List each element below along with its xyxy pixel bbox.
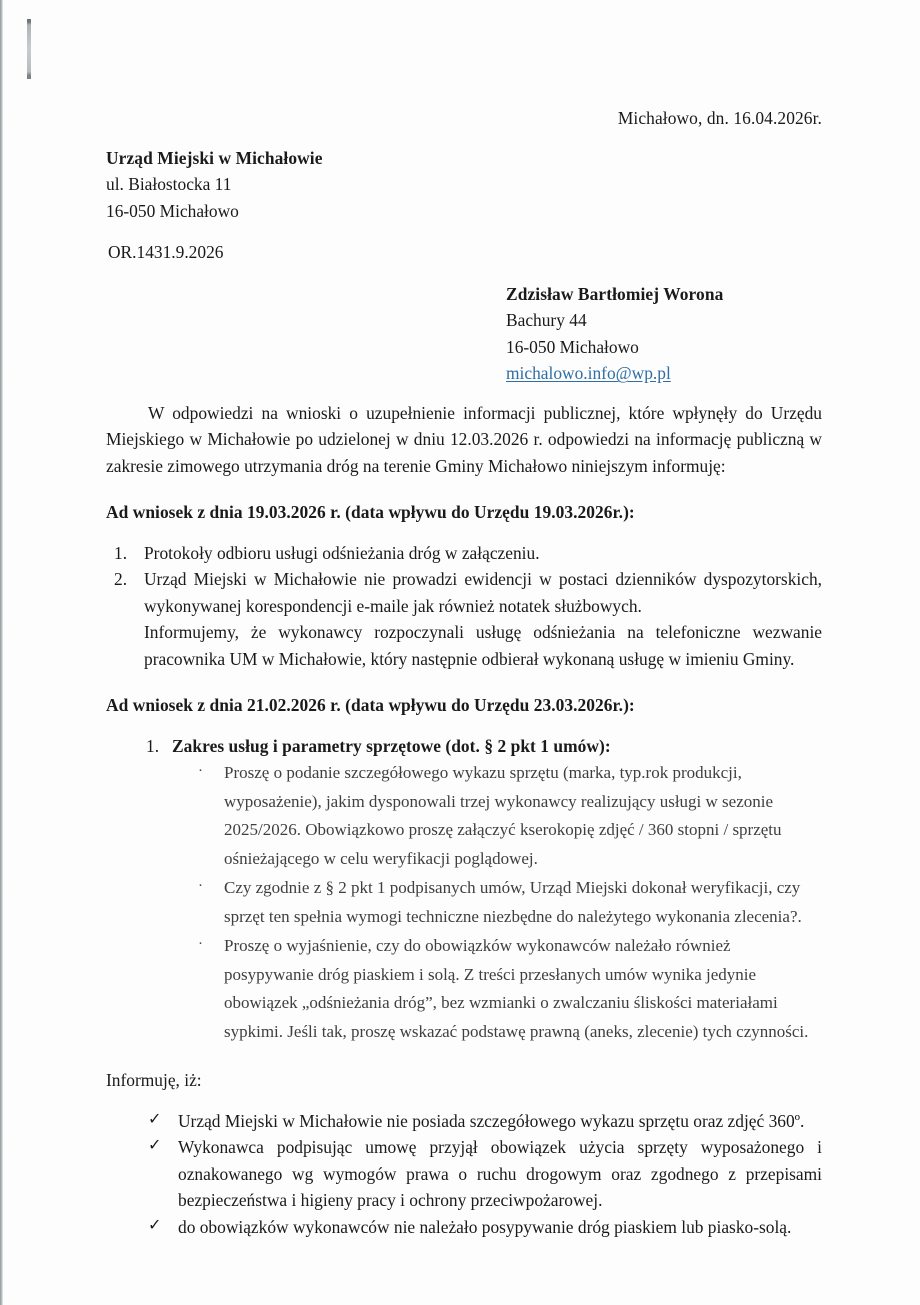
- date-line: Michałowo, dn. 16.04.2026r.: [617, 108, 822, 128]
- checkmark-icon: ✓: [148, 1137, 162, 1155]
- list-item-text: Proszę o podanie szczegółowego wykazu sprzętu (marka, typ.rok produkcji, wyposażenie), jakim dysponowali trzej wykonawcy realizujący usługi w sezonie 2025/2026. Obowiązkowo proszę załączyć kserokopię zdjęć / 360 stopni / sprzętu ośnieżającego w celu weryfikacji poglądowej.: [224, 762, 782, 868]
- recipient-street: Bachury 44: [506, 310, 587, 331]
- list-item: [106, 759, 822, 873]
- intro-paragraph: W odpowiedzi na wnioski o uzupełnienie informacji publicznej, które wpłynęły do Urzędu Miejskiego w Michałowie po udzielonej w dniu 12.03.2026 r. odpowiedzi na informację publiczną w zakresie zimowego utrzymania dróg na terenie Gminy Michałowo niniejszym informuję:: [106, 403, 822, 476]
- list-item: [106, 540, 822, 566]
- document-body: [106, 400, 822, 1240]
- recipient-postal-city: 16-050 Michałowo: [506, 336, 639, 357]
- list-item: [106, 874, 822, 931]
- list-item-text: do obowiązków wykonawców nie należało posypywanie dróg piaskiem lub piasko-solą.: [178, 1216, 792, 1237]
- list-item-number: 1.: [114, 542, 128, 563]
- sub-item-title: Zakres usług i parametry sprzętowe (dot. § 2 pkt 1 umów):: [172, 735, 611, 756]
- sub-item-zakres-uslug: [106, 733, 822, 759]
- bullet-dot-icon: ·: [198, 936, 203, 953]
- list-item: [106, 1108, 822, 1134]
- reference-number: OR.1431.9.2026: [108, 242, 224, 262]
- scan-margin-mark-artifact: [27, 19, 31, 79]
- checkmark-icon: ✓: [148, 1216, 162, 1234]
- list-item: [106, 566, 822, 672]
- list-item-text: Czy zgodnie z § 2 pkt 1 podpisanych umów, Urząd Miejski dokonał weryfikacji, czy sprzęt ten spełnia wymogi techniczne niezbędne do należytego wykonania zlecenia?.: [224, 878, 802, 926]
- checkmark-icon: ✓: [148, 1110, 162, 1128]
- list-item: [106, 1134, 822, 1213]
- recipient-name: Zdzisław Bartłomiej Worona: [506, 284, 724, 304]
- list-item-text: Protokoły odbioru usługi odśnieżania dróg w załączeniu.: [144, 542, 540, 563]
- list-item-text: Urząd Miejski w Michałowie nie prowadzi ewidencji w postaci dzienników dyspozytorskich, wykonywanej korespondencji e-maile jak również notatek służbowych.: [144, 569, 822, 616]
- heading-ad-wniosek-2: Ad wniosek z dnia 21.02.2026 r. (data wpływu do Urzędu 23.03.2026r.):: [106, 695, 635, 716]
- bullet-dot-icon: ·: [198, 762, 203, 779]
- recipient-email-link[interactable]: michalowo.info@wp.pl: [506, 363, 671, 384]
- closing-lead-text: Informuję, iż:: [106, 1070, 202, 1091]
- numbered-list-answers-1: [106, 540, 822, 672]
- checkmark-statement-list: [106, 1108, 822, 1240]
- list-item-text: Proszę o wyjaśnienie, czy do obowiązków wykonawców należało również posypywanie dróg piaskiem i solą. Z treści przesłanych umów wynika jedynie obowiązek „odśnieżania dróg”, bez wzmianki o zwalczaniu śliskości materiałami sypkimi. Jeśli tak, proszę wskazać podstawę prawną (aneks, zlecenie) tych czynności.: [224, 936, 809, 1041]
- sender-postal-city: 16-050 Michałowo: [106, 200, 239, 221]
- quoted-request-bullet-list: [106, 759, 822, 1046]
- sender-street: ul. Białostocka 11: [106, 174, 232, 195]
- sender-organization: Urząd Miejski w Michałowie: [106, 148, 323, 168]
- recipient-address-block: [506, 281, 836, 387]
- list-item: [106, 1214, 822, 1240]
- sub-item-number: 1.: [146, 735, 160, 756]
- list-item-number: 2.: [114, 569, 128, 590]
- bullet-dot-icon: ·: [198, 878, 203, 895]
- list-item-text: Urząd Miejski w Michałowie nie posiada szczegółowego wykazu sprzętu oraz zdjęć 360º.: [178, 1110, 805, 1131]
- list-item-text: Wykonawca podpisując umowę przyjął obowiązek użycia sprzęty wyposażonego i oznakowanego wg wymogów prawa o ruchu drogowym oraz zgodnego z przepisami bezpieczeństwa i higieny pracy i ochrony przeciwpożarowej.: [178, 1137, 822, 1211]
- list-item-text-continued: Informujemy, że wykonawcy rozpoczynali usługę odśnieżania na telefoniczne wezwanie pracownika UM w Michałowie, który następnie odbierał wykonaną usługę w imieniu Gminy.: [144, 622, 822, 669]
- list-item: [106, 932, 822, 1046]
- scan-edge-artifact: [0, 0, 3, 1305]
- heading-ad-wniosek-1: Ad wniosek z dnia 19.03.2026 r. (data wpływu do Urzędu 19.03.2026r.):: [106, 502, 635, 523]
- sender-address-block: [106, 145, 556, 224]
